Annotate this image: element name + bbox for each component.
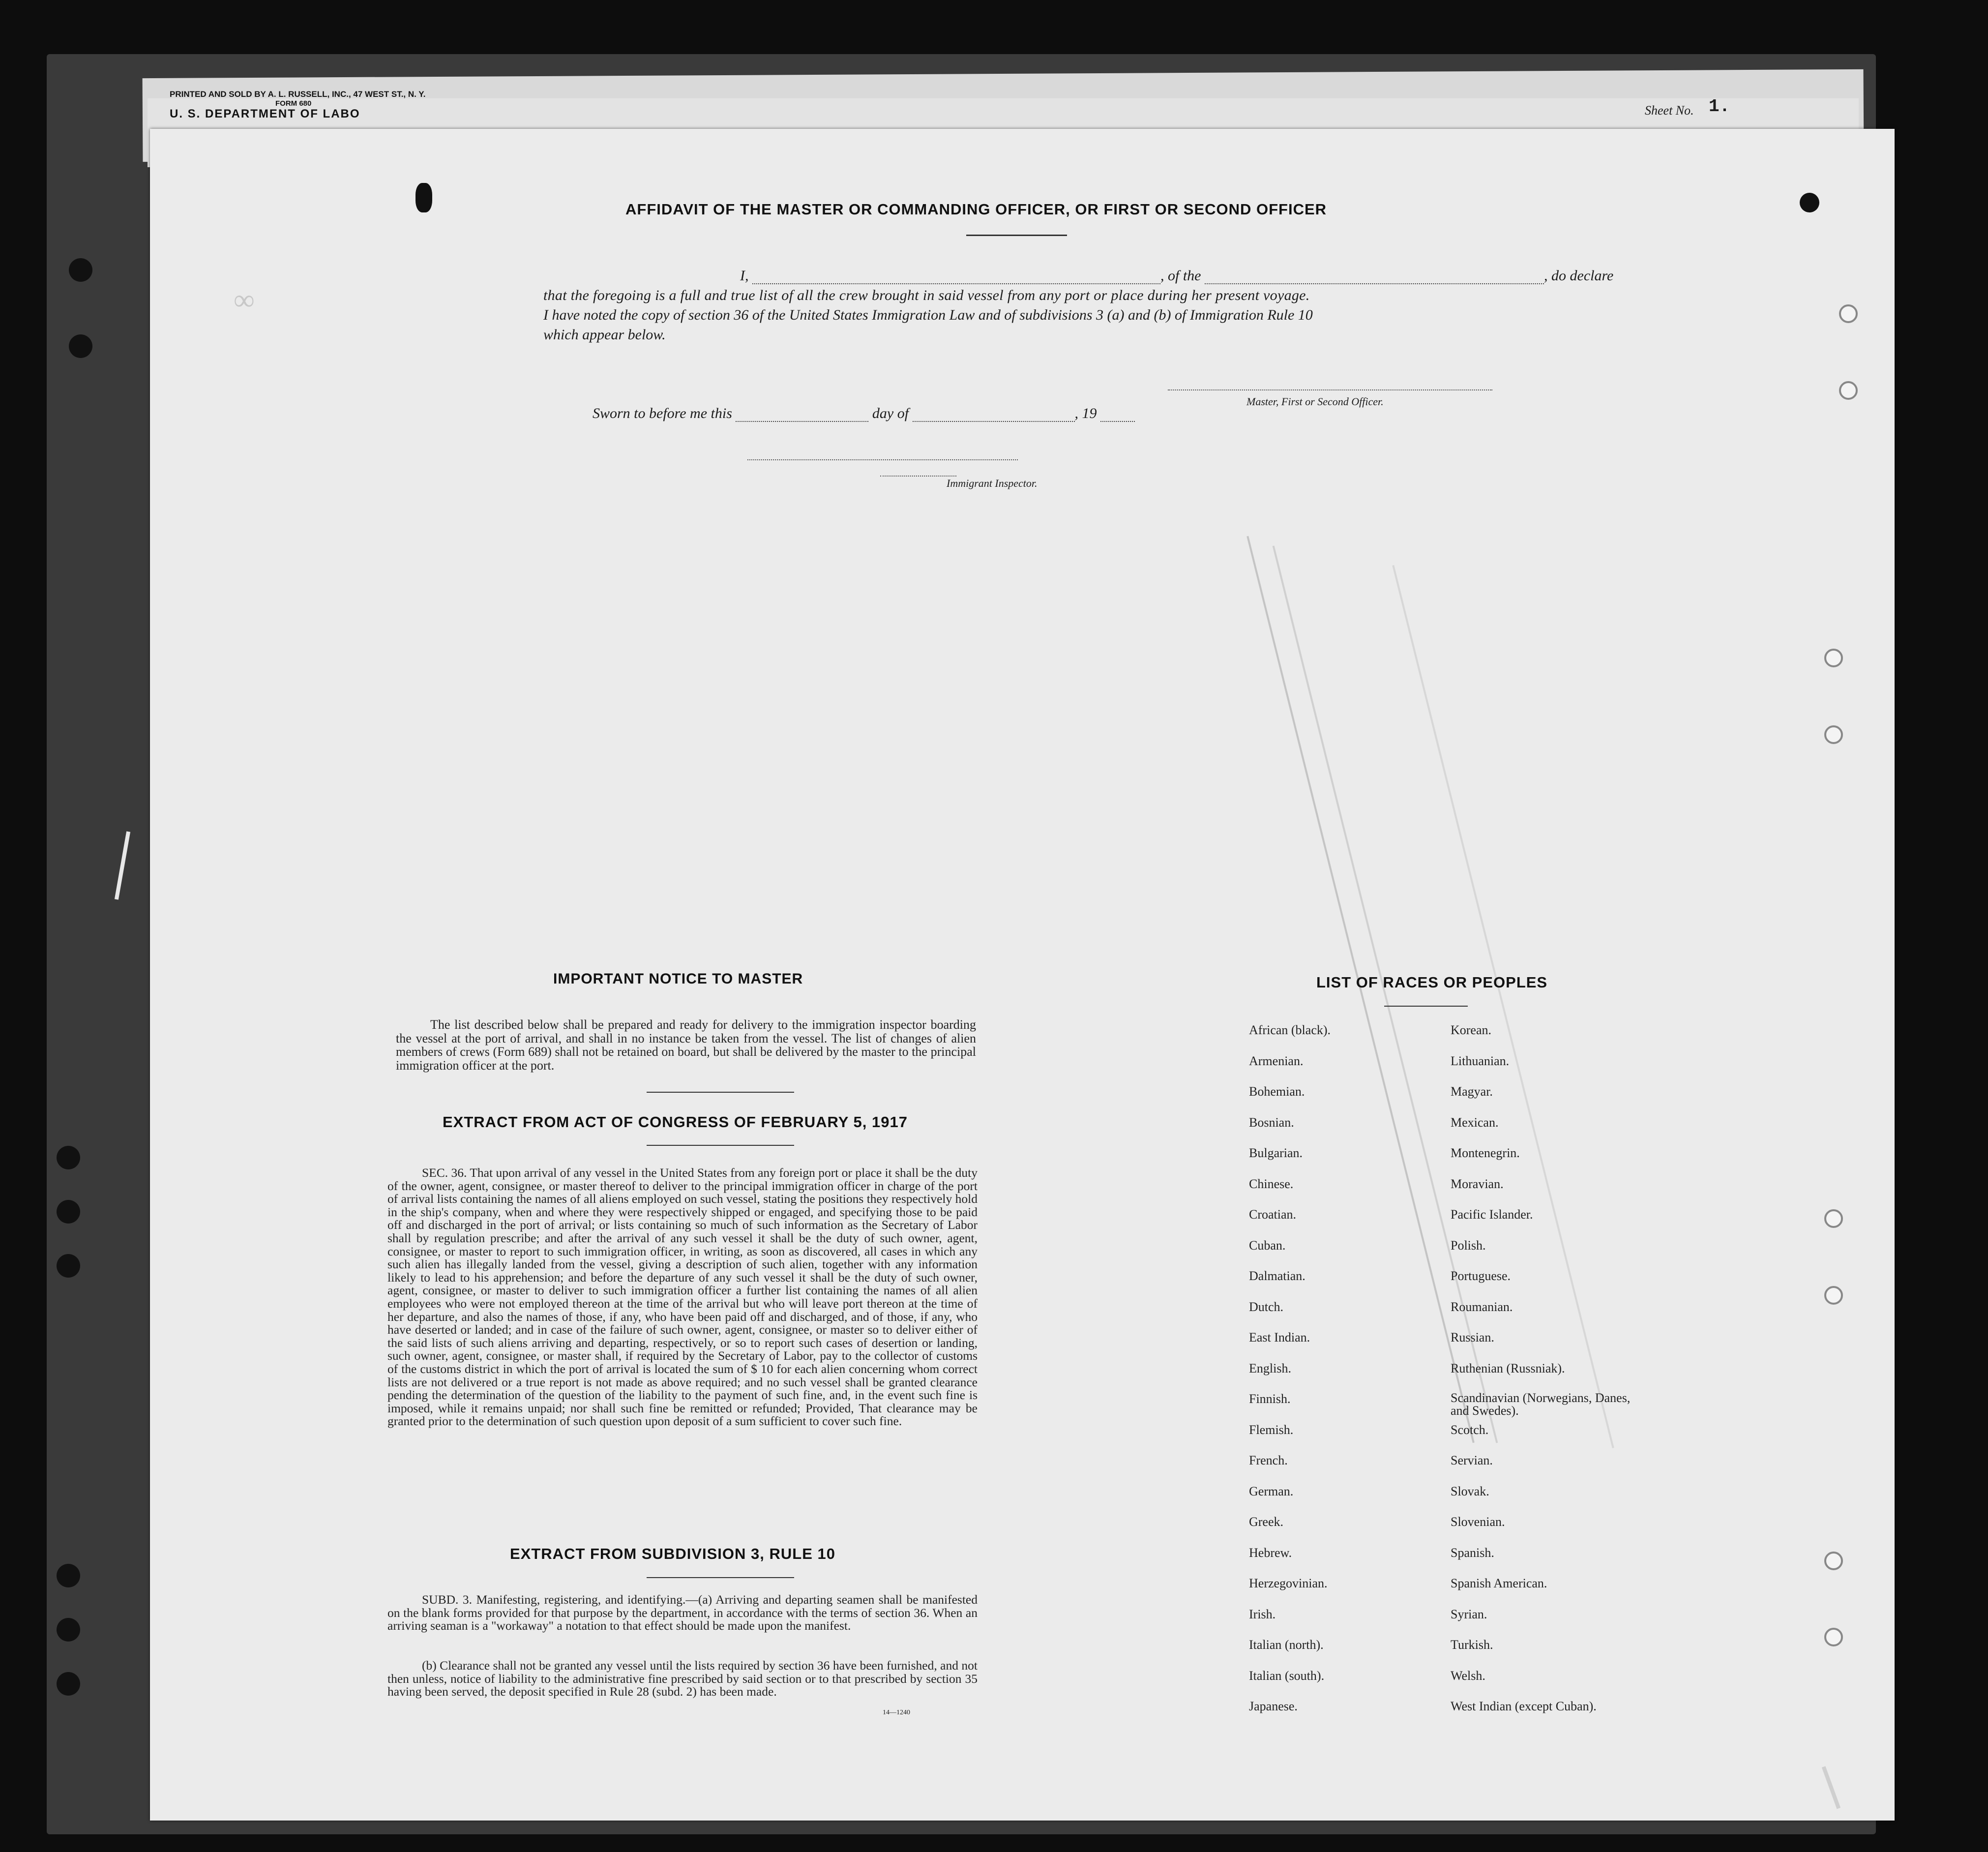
printer-line: PRINTED AND SOLD BY A. L. RUSSELL, INC., 47 WEST ST., N. Y. bbox=[170, 90, 426, 99]
race-list-item: Bosnian. bbox=[1249, 1115, 1294, 1130]
sheet-hole bbox=[1824, 1209, 1843, 1228]
affidavit-declare: , do declare bbox=[1544, 268, 1614, 284]
race-list-item: Roumanian. bbox=[1451, 1299, 1513, 1314]
section-rule bbox=[647, 1145, 794, 1146]
race-list-item: Polish. bbox=[1451, 1238, 1486, 1253]
title-rule bbox=[966, 235, 1067, 236]
vessel-name-field[interactable] bbox=[1205, 269, 1544, 284]
officer-name-field[interactable] bbox=[752, 269, 1160, 284]
race-list-item: East Indian. bbox=[1249, 1330, 1310, 1344]
affidavit-of-the: , of the bbox=[1160, 268, 1201, 284]
race-list-item: Bohemian. bbox=[1249, 1084, 1305, 1099]
race-list-item: Greek. bbox=[1249, 1515, 1284, 1529]
race-list-item: Lithuanian. bbox=[1451, 1053, 1510, 1068]
sworn-text: Sworn to before me this bbox=[593, 405, 732, 421]
races-column-1 bbox=[1249, 1023, 1331, 1730]
section-rule bbox=[647, 1577, 794, 1578]
sheet-hole bbox=[1824, 1286, 1843, 1305]
sheet-hole bbox=[1839, 304, 1858, 323]
sheet-hole bbox=[1824, 649, 1843, 667]
race-list-item: English. bbox=[1249, 1361, 1291, 1375]
form-code: 14—1240 bbox=[883, 1709, 910, 1716]
sworn-month-field[interactable] bbox=[913, 406, 1075, 422]
race-list-item: Chinese. bbox=[1249, 1176, 1294, 1191]
inspector-signature-field[interactable] bbox=[747, 459, 1018, 460]
race-list-item: Scotch. bbox=[1451, 1422, 1489, 1437]
race-list-item: Slovak. bbox=[1451, 1484, 1489, 1498]
handwritten-mark: ∞ bbox=[234, 286, 255, 319]
affidavit-text: that the foregoing is a full and true list of all the crew brought in said vessel from any port or place during her present voyage. bbox=[543, 287, 1310, 303]
sheet-hole bbox=[1824, 1552, 1843, 1570]
sworn-line bbox=[593, 405, 1135, 422]
binder-hole bbox=[69, 334, 92, 358]
notice-text: The list described below shall be prepared and ready for delivery to the immigration inspector boarding the vessel at the port of arrival, and shall in no instance be taken from the vessel. The list of changes of alien members of crews (Form 689) shall not be retained on board, but shall be delivered by the master to the principal immigration officer at the port. bbox=[396, 1017, 976, 1073]
race-list-item: Japanese. bbox=[1249, 1699, 1298, 1713]
sheet-hole bbox=[1824, 1628, 1843, 1646]
officer-signature-field[interactable] bbox=[1168, 389, 1492, 390]
race-list-item: Scandinavian (Norwegians, Danes, and Swedes). bbox=[1451, 1391, 1631, 1418]
race-list-item: Croatian. bbox=[1249, 1207, 1297, 1222]
race-list-item: Servian. bbox=[1451, 1453, 1493, 1467]
sheet-number-label: Sheet No. bbox=[1645, 103, 1694, 118]
race-list-item: Pacific Islander. bbox=[1451, 1207, 1533, 1222]
race-list-item: German. bbox=[1249, 1484, 1294, 1498]
race-list-item: Hebrew. bbox=[1249, 1545, 1292, 1560]
race-list-item: Italian (north). bbox=[1249, 1638, 1324, 1652]
inspector-caption: Immigrant Inspector. bbox=[947, 477, 1038, 489]
race-list-item: Montenegrin. bbox=[1451, 1146, 1520, 1160]
notice-title: IMPORTANT NOTICE TO MASTER bbox=[553, 971, 803, 987]
race-list-item: Russian. bbox=[1451, 1330, 1494, 1344]
race-list-item: Korean. bbox=[1451, 1023, 1492, 1037]
sheet-hole bbox=[415, 183, 432, 212]
race-list-item: Ruthenian (Russniak). bbox=[1451, 1361, 1565, 1375]
department-name: U. S. DEPARTMENT OF LABO bbox=[170, 107, 360, 120]
sheet-hole bbox=[1800, 193, 1819, 212]
inspector-dots bbox=[880, 476, 956, 477]
race-list-item: Mexican. bbox=[1451, 1115, 1499, 1130]
race-list-item: African (black). bbox=[1249, 1023, 1331, 1037]
sheet-hole bbox=[1839, 381, 1858, 400]
act-text: SEC. 36. That upon arrival of any vessel in the United States from any foreign port or place it shall be the duty of the owner, agent, consignee, or master thereof to deliver to the principal immigration officer in charge of the port of arrival lists containing the names of all aliens employed on such vessel, stating the positions they respectively hold in the ship's company, when and where they were respectively shipped or engaged, and specifying those to be paid off and discharged in the port of arrival; or lists containing so much of such information as the Secretary of Labor shall by regulation prescribe; and after the arrival of any such vessel it shall be the duty of such owner, agent, consignee, or master to report to such immigration officer, in writing, as soon as discovered, all cases in which any such alien has illegally landed from the vessel, giving a description of such alien, together with any information likely to lead to his apprehension; and before the departure of any such vessel it shall be the duty of such owner, agent, consignee, or master to deliver to such immigration officer a further list containing the names of all alien employees who were not employed thereon at the time of the arrival but who will leave port thereon at the time of her departure, and also the names of those, if any, who have been paid off and discharged, and of those, if any, who have deserted or landed; and in case of the failure of such owner, agent, consignee, or master so to deliver either of the said lists of such aliens arriving and departing, respectively, or so to report such cases of desertion or landing, such owner, agent, consignee, or master shall, if required by the Secretary of Labor, pay to the collector of customs of the customs district in which the port of arrival is located the sum of $ 10 for each alien concerning whom correct lists are not delivered or a true report is not made as above required; and no such vessel shall be granted clearance pending the determination of the question of the liability to the payment of such fine, and, in the event such fine is imposed, while it remains unpaid; nor shall such fine be remitted or refunded; Provided, That clearance may be granted prior to the determination of such question upon deposit of a sum sufficient to cover such fine. bbox=[387, 1165, 978, 1429]
binder-hole bbox=[57, 1200, 80, 1224]
race-list-item: Dalmatian. bbox=[1249, 1269, 1306, 1283]
sworn-year-field[interactable] bbox=[1100, 406, 1135, 422]
race-list-item: Spanish American. bbox=[1451, 1576, 1547, 1590]
rule-text-b: (b) Clearance shall not be granted any vessel until the lists required by section 36 have been furnished, and not then unless, notice of liability to the administrative fine prescribed by said section or to that prescribed by section 35 having been served, the deposit specified in Rule 28 (subd. 2) has been made. bbox=[387, 1658, 978, 1699]
race-list-item: Syrian. bbox=[1451, 1607, 1487, 1621]
binder-hole bbox=[57, 1564, 80, 1587]
race-list-item: Slovenian. bbox=[1451, 1515, 1505, 1529]
race-list-item: Moravian. bbox=[1451, 1176, 1504, 1191]
race-list-item: Cuban. bbox=[1249, 1238, 1286, 1253]
race-list-item: Portuguese. bbox=[1451, 1269, 1511, 1283]
race-list-item: Flemish. bbox=[1249, 1422, 1294, 1437]
affidavit-text: which appear below. bbox=[543, 327, 666, 343]
affidavit-declaration-line bbox=[593, 268, 1613, 284]
binder-hole bbox=[69, 258, 92, 282]
races-title: LIST OF RACES OR PEOPLES bbox=[1316, 974, 1548, 991]
race-list-item: Italian (south). bbox=[1249, 1668, 1325, 1683]
race-list-item: Welsh. bbox=[1451, 1668, 1485, 1683]
binder-hole bbox=[57, 1618, 80, 1642]
race-list-item: Spanish. bbox=[1451, 1545, 1494, 1560]
manifest-sheet bbox=[150, 129, 1895, 1821]
affidavit-text: I have noted the copy of section 36 of the United States Immigration Law and of subdivisions 3 (a) and (b) of Immigration Rule 10 bbox=[543, 307, 1313, 323]
sheet-hole bbox=[1824, 725, 1843, 744]
affidavit-title: AFFIDAVIT OF THE MASTER OR COMMANDING OFFICER, OR FIRST OR SECOND OFFICER bbox=[625, 201, 1327, 218]
binder-hole bbox=[57, 1672, 80, 1696]
race-list-item: French. bbox=[1249, 1453, 1288, 1467]
affidavit-i: I, bbox=[740, 268, 749, 284]
race-list-item: Finnish. bbox=[1249, 1392, 1291, 1406]
race-list-item: Irish. bbox=[1249, 1607, 1276, 1621]
race-list-item: Dutch. bbox=[1249, 1299, 1284, 1314]
race-list-item: Magyar. bbox=[1451, 1084, 1493, 1099]
sworn-day-field[interactable] bbox=[736, 406, 868, 422]
form-number: FORM 680 bbox=[275, 99, 312, 108]
race-list-item: Turkish. bbox=[1451, 1638, 1493, 1652]
sworn-year-prefix: , 19 bbox=[1074, 405, 1097, 421]
sheet-number: 1. bbox=[1709, 96, 1730, 117]
section-rule bbox=[647, 1092, 794, 1093]
officer-signature-caption: Master, First or Second Officer. bbox=[1246, 395, 1384, 408]
rule-title: EXTRACT FROM SUBDIVISION 3, RULE 10 bbox=[510, 1545, 835, 1562]
rule-text-a: SUBD. 3. Manifesting, registering, and identifying.—(a) Arriving and departing seamen shall be manifested on the blank forms provided for that purpose by the department, in accordance with the terms of section 36. When an arriving seaman is a "workaway" a notation to that effect should be made upon the manifest. bbox=[387, 1592, 978, 1633]
binder-hole bbox=[57, 1146, 80, 1169]
section-rule bbox=[1384, 1006, 1468, 1007]
race-list-item: West Indian (except Cuban). bbox=[1451, 1699, 1597, 1713]
act-title: EXTRACT FROM ACT OF CONGRESS OF FEBRUARY 5, 1917 bbox=[443, 1113, 908, 1131]
race-list-item: Bulgarian. bbox=[1249, 1146, 1303, 1160]
binder-hole bbox=[57, 1254, 80, 1278]
race-list-item: Herzegovinian. bbox=[1249, 1576, 1328, 1590]
races-column-2 bbox=[1451, 1023, 1637, 1730]
sworn-day-of: day of bbox=[872, 405, 909, 421]
race-list-item: Armenian. bbox=[1249, 1053, 1304, 1068]
